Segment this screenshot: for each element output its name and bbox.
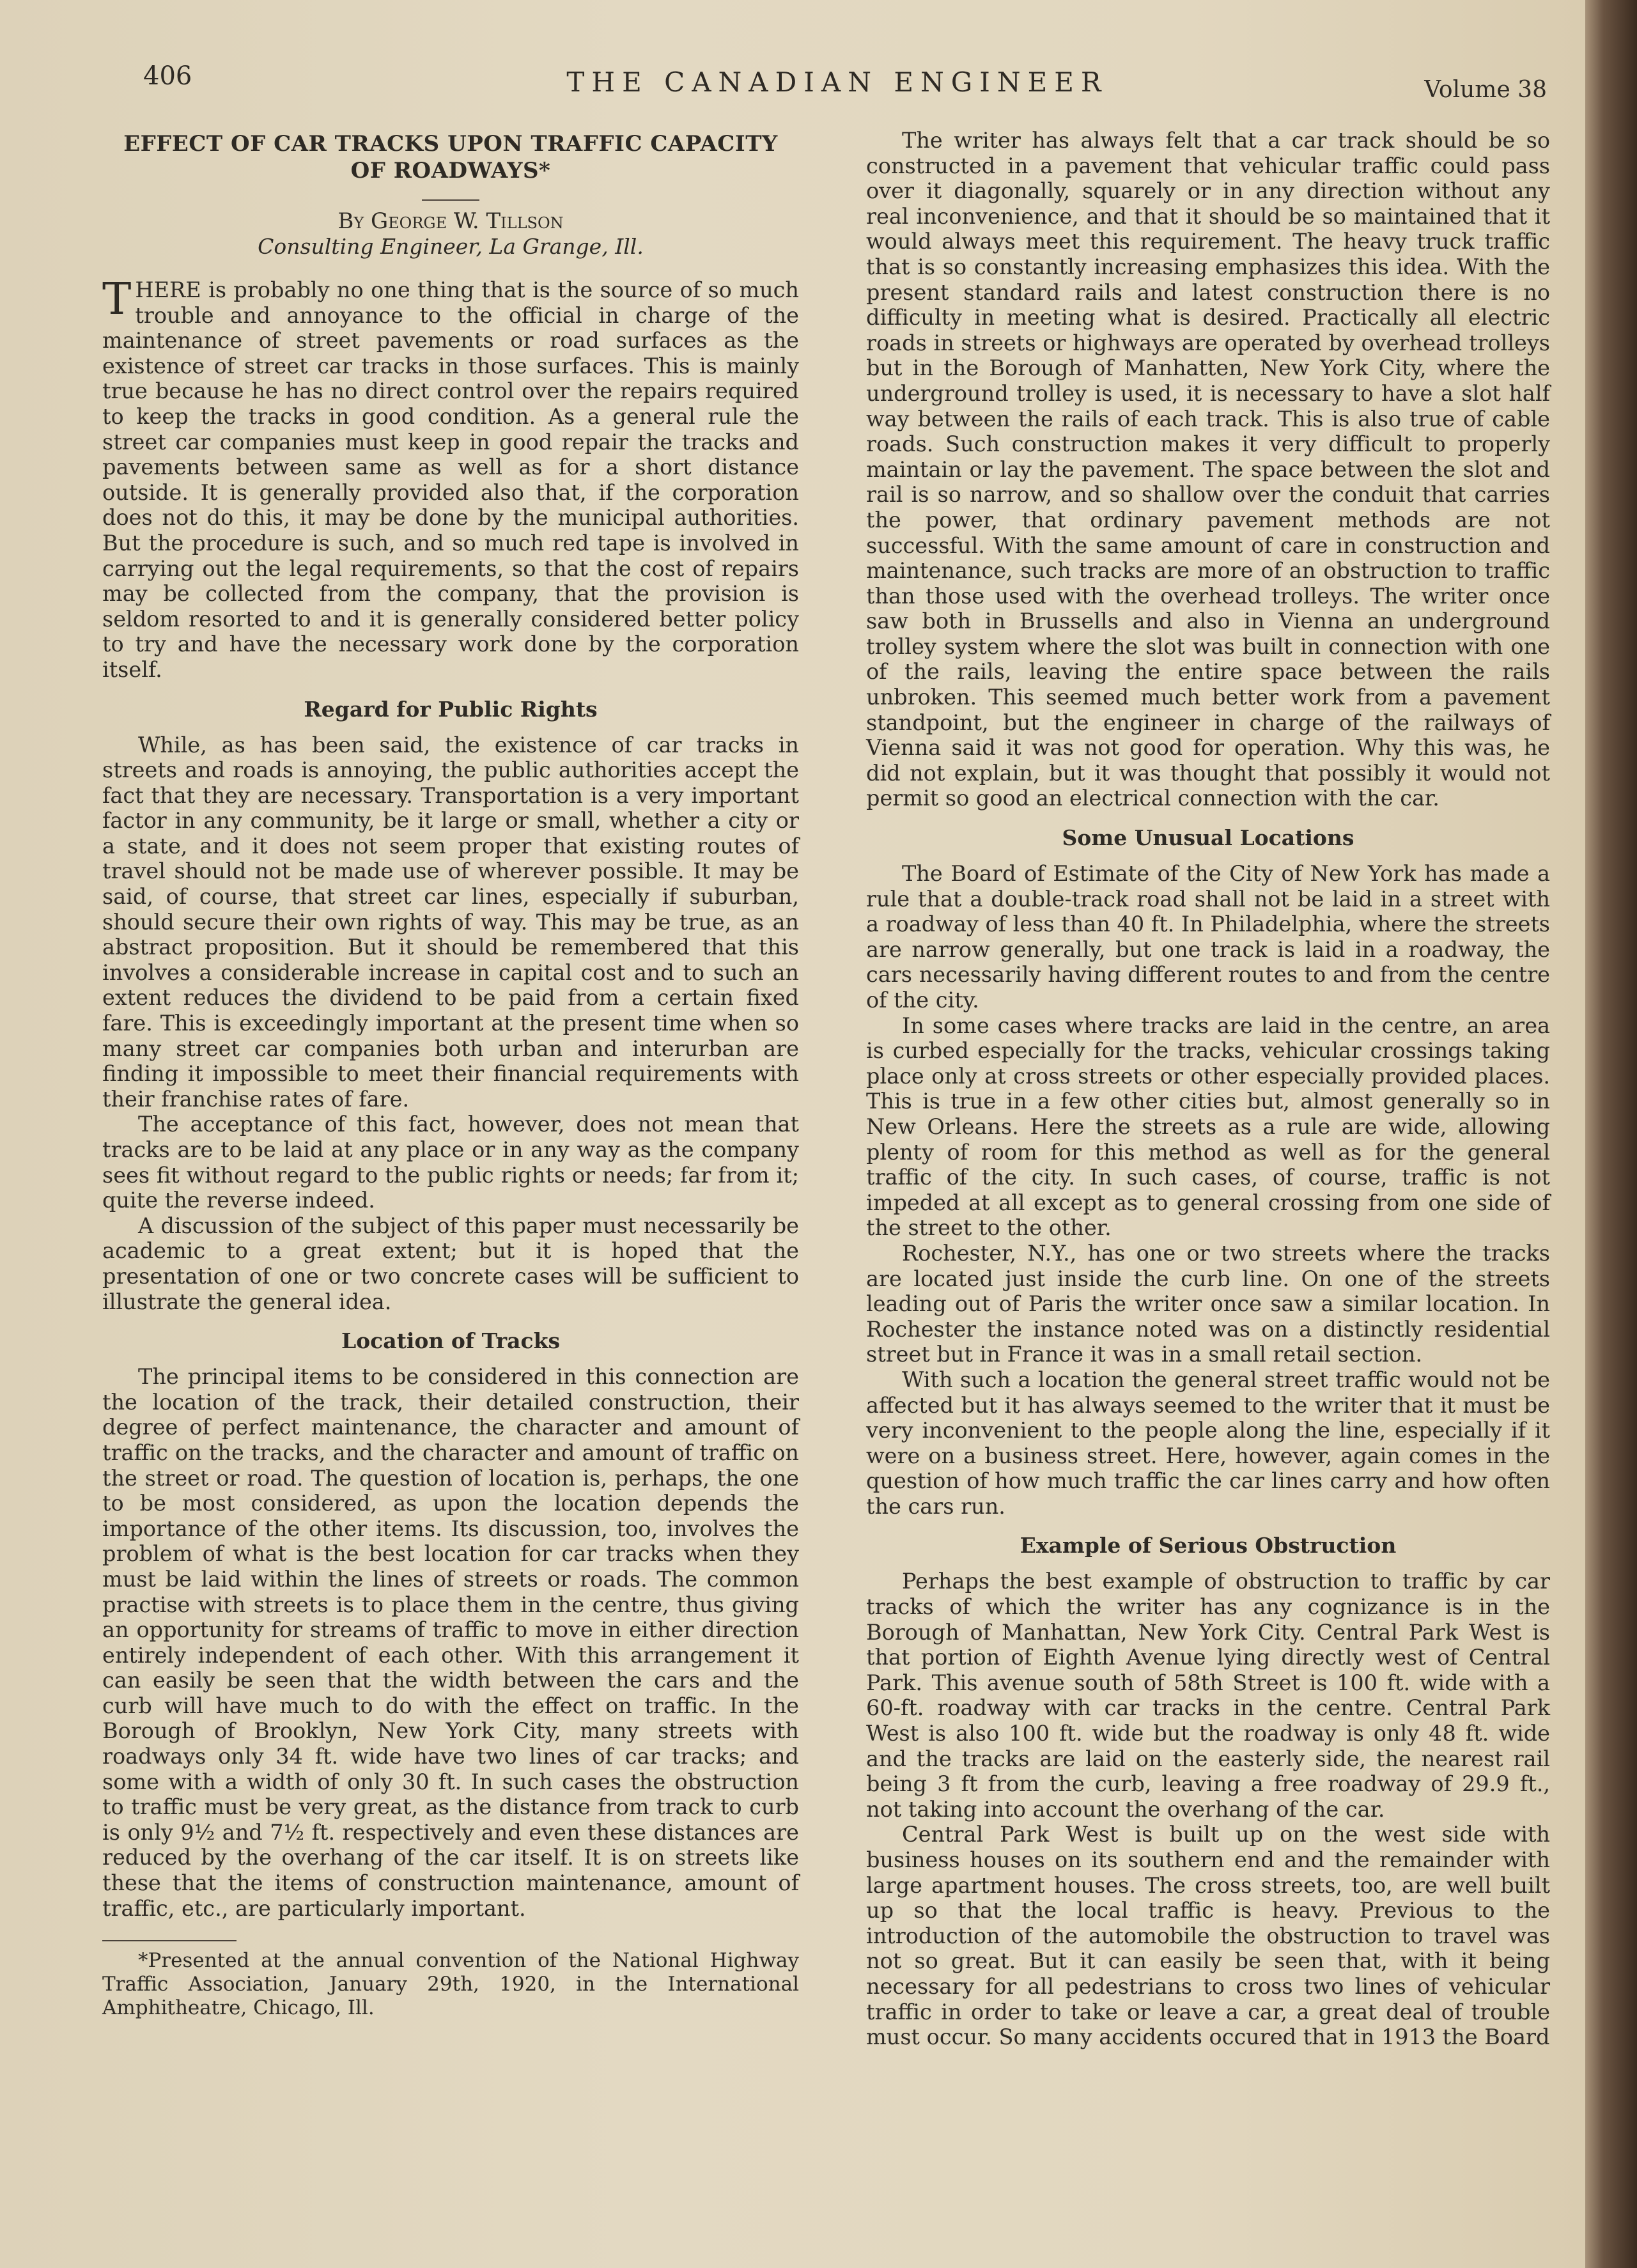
section-heading-unusual-locations: Some Unusual Locations — [1062, 825, 1354, 851]
intro-paragraph — [102, 274, 799, 683]
paragraph: With such a location the general street traffic would not be affected but it has always seemed to the writer that it must be very inconvenient to the people along the line, especially if it were on a business street. Here, however, again comes in the question of how much traffic the car lines carry and how often the cars run. — [866, 1367, 1550, 1519]
article-title-line-2: OF ROADWAYS* — [350, 158, 551, 183]
right-column — [866, 128, 1550, 2050]
footnote-divider — [102, 1940, 237, 1941]
intro-text: HERE is probably no one thing that is the source of so much trouble and annoyance to the official in charge of the maintenance of street pavements or road surfaces as the existence of street car tracks in those surfaces. This is mainly true because he has no direct control over the repairs required to keep the tracks in good condition. As a general rule the street car companies must keep in good repair the tracks and pavements between same as well as for a short distance outside. It is generally provided also that, if the corporation does not do this, it may be done by the municipal authorities. But the procedure is such, and so much red tape is involved in carrying out the legal requirements, so that the cost of repairs may be collected from the company, that the provision is seldom resorted to and it is generally considered better policy to try and have the necessary work done by the corporation itself. — [102, 277, 799, 682]
author-byline: By George W. Tillson — [337, 208, 564, 234]
author-affiliation: Consulting Engineer, La Grange, Ill. — [258, 234, 644, 259]
paragraph: Central Park West is built up on the west side with business houses on its southern end and the remainder with large apartment houses. The cross streets, too, are well built up so that the local traffic is heavy. Previous to the introduction of the automobile the obstruction to travel was not so great. But it can easily be seen that, with it being necessary for all pedestrians to cross two lines of vehicular traffic in order to take or leave a car, a great deal of trouble must occur. So many accidents occured that in 1913 the Board — [866, 1822, 1550, 2050]
page-header — [128, 61, 1547, 113]
paragraph: Perhaps the best example of obstruction to traffic by car tracks of which the writer has any cognizance is in the Borough of Manhattan, New York City. Central Park West is that portion of Eighth Avenue lying directly west of Central Park. This avenue south of 58th Street is 100 ft. wide with a 60-ft. roadway with car tracks in the centre. Central Park West is also 100 ft. wide but the roadway is only 48 ft. wide and the tracks are laid on the easterly side, the nearest rail being 3 ft from the curb, leaving a free roadway of 29.9 ft., not taking into account the overhang of the car. — [866, 1569, 1550, 1822]
left-column — [102, 128, 799, 2020]
paragraph: The writer has always felt that a car track should be so constructed in a pavement that vehicular traffic could pass over it diagonally, squarely or in any direction without any real inconvenience, and that it should be so maintained that it would always meet this requirement. The heavy truck traffic that is so constantly increasing emphasizes this idea. With the present standard rails and latest construction there is no difficulty in meeting what is desired. Practically all electric roads in streets or highways are operated by overhead trolleys but in the Borough of Manhatten, New York City, where the underground trolley is used, it is necessary to have a slot half way between the rails of each track. This is also true of cable roads. Such construction makes it very difficult to properly maintain or lay the pavement. The space between the slot and rail is so narrow, and so shallow over the conduit that carries the power, that ordinary pavement methods are not successful. With the same amount of care in construction and maintenance, such tracks are more of an obstruction to traffic than those used with the overhead trolleys. The writer once saw both in Brussells and also in Vienna an underground trolley system where the slot was built in connection with one of the rails, leaving the entire space between the rails unbroken. This seemed much better work from a pavement standpoint, but the engineer in charge of the railways of Vienna said it was not good for operation. Why this was, he did not explain, but it was thought that possibly it would not permit so good an electrical connection with the car. — [866, 128, 1550, 811]
volume-label: Volume 38 — [1424, 77, 1547, 103]
title-divider — [422, 199, 479, 201]
paragraph: While, as has been said, the existence of car tracks in streets and roads is annoying, the public authorities accept the fact that they are necessary. Transportation is a very important factor in any community, be it large or small, whether a city or a state, and it does not seem proper that existing routes of travel should not be made use of wherever possible. It may be said, of course, that street car lines, especially if suburban, should secure their own rights of way. This may be true, as an abstract proposition. But it should be remembered that this involves a considerable increase in capital cost and to such an extent reduces the dividend to be paid from a certain fixed fare. This is exceedingly important at the present time when so many street car companies both urban and interurban are finding it impossible to meet their financial requirements with their franchise rates of fare. — [102, 732, 799, 1112]
drop-cap: T — [102, 274, 132, 325]
page-number: 406 — [143, 61, 192, 91]
paragraph: Rochester, N.Y., has one or two streets where the tracks are located just inside the curb line. On one of the streets leading out of Paris the writer once saw a similar location. In Rochester the instance noted was on a distinctly residential street but in France it was in a small retail section. — [866, 1240, 1550, 1367]
section-heading-serious-obstruction: Example of Serious Obstruction — [1020, 1533, 1397, 1558]
section-heading-location: Location of Tracks — [341, 1328, 561, 1354]
paragraph: A discussion of the subject of this paper must necessarily be academic to a great extent; but it is hoped that the presentation of one or two concrete cases will be sufficient to illustrate the general idea. — [102, 1213, 799, 1314]
paragraph: In some cases where tracks are laid in the centre, an area is curbed especially for the tracks, vehicular crossings taking place only at cross streets or other especially provided places. This is true in a few other cities but, almost generally so in New Orleans. Here the streets as a rule are wide, allowing plenty of room for this method as well as for the general traffic of the city. In such cases, of course, traffic is not impeded at all except as to general crossing from one side of the street to the other. — [866, 1013, 1550, 1241]
section-heading-public-rights: Regard for Public Rights — [304, 696, 598, 722]
book-spine-edge — [1585, 0, 1637, 2268]
paragraph: The acceptance of this fact, however, does not mean that tracks are to be laid at any place or in any way as the company sees fit without regard to the public rights or needs; far from it; quite the reverse indeed. — [102, 1112, 799, 1213]
article-title-line-1: EFFECT OF CAR TRACKS UPON TRAFFIC CAPACITY — [123, 131, 778, 157]
footnote: *Presented at the annual convention of the National Highway Traffic Association, January 29th, 1920, in the International Amphitheatre, Chicago, Ill. — [102, 1949, 799, 2020]
journal-title: THE CANADIAN ENGINEER — [566, 66, 1108, 98]
paragraph: The principal items to be considered in this connection are the location of the track, their detailed construction, their degree of perfect maintenance, the character and amount of traffic on the tracks, and the character and amount of traffic on the street or road. The question of location is, perhaps, the one to be most considered, as upon the location depends the importance of the other items. Its discussion, too, involves the problem of what is the best location for car tracks when they must be laid within the lines of streets or roads. The common practise with streets is to place them in the centre, thus giving an opportunity for streams of traffic to move in either direction entirely independent of each other. With this arrangement it can easily be seen that the width between the cars and the curb will have much to do with the effect on traffic. In the Borough of Brooklyn, New York City, many streets with roadways only 34 ft. wide have two lines of car tracks; and some with a width of only 30 ft. In such cases the obstruction to traffic must be very great, as the distance from track to curb is only 9½ and 7½ ft. respectively and even these distances are reduced by the overhang of the car itself. It is on streets like these that the items of construction maintenance, amount of traffic, etc., are particularly important. — [102, 1364, 799, 1921]
paragraph: The Board of Estimate of the City of New York has made a rule that a double-track road shall not be laid in a street with a roadway of less than 40 ft. In Philadelphia, where the streets are narrow generally, but one track is laid in a roadway, the cars necessarily having different routes to and from the centre of the city. — [866, 861, 1550, 1013]
article-title — [102, 130, 799, 184]
